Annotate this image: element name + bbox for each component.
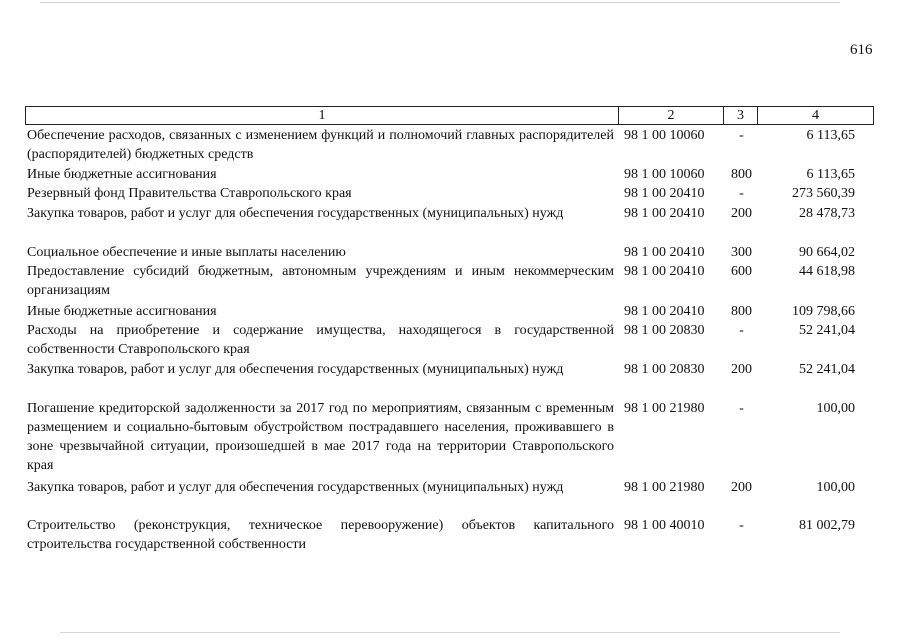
row-expense-type: - xyxy=(739,323,744,338)
row-expense-type: - xyxy=(739,128,744,143)
column-header-2: 2 xyxy=(619,107,724,125)
row-expense-type: - xyxy=(739,518,744,533)
row-code: 98 1 00 21980 xyxy=(624,480,705,495)
row-code: 98 1 00 20830 xyxy=(624,362,705,377)
column-header-4: 4 xyxy=(758,107,874,125)
row-amount: 6 113,65 xyxy=(806,167,855,182)
row-amount: 28 478,73 xyxy=(799,206,855,221)
scan-edge-top xyxy=(40,2,840,3)
row-code: 98 1 00 20830 xyxy=(624,323,705,338)
row-expense-type: 200 xyxy=(731,206,752,221)
row-amount: 109 798,66 xyxy=(792,304,855,319)
row-expense-type: - xyxy=(739,186,744,201)
row-expense-type: 800 xyxy=(731,167,752,182)
row-code: 98 1 00 40010 xyxy=(624,518,705,533)
row-expense-type: - xyxy=(739,401,744,416)
scan-edge-bottom xyxy=(60,632,840,633)
row-expense-type: 800 xyxy=(731,304,752,319)
row-code: 98 1 00 20410 xyxy=(624,186,705,201)
row-description: Резервный фонд Правительства Ставропольского края xyxy=(27,186,352,201)
row-code: 98 1 00 20410 xyxy=(624,245,705,260)
row-amount: 81 002,79 xyxy=(799,518,855,533)
row-amount: 44 618,98 xyxy=(799,264,855,279)
row-code: 98 1 00 20410 xyxy=(624,264,705,279)
row-code: 98 1 00 10060 xyxy=(624,128,705,143)
row-amount: 6 113,65 xyxy=(806,128,855,143)
row-code: 98 1 00 20410 xyxy=(624,304,705,319)
column-header-3: 3 xyxy=(724,107,758,125)
row-description: Погашение кредиторской задолженности за 2017 год по мероприятиям, связанным с временным размещением и социально-бытовым обустройством пострадавшего населения, проживавшего в зоне чрезвычайной ситуации, произошедшей в мае 2017 года на территории Ставропольского края xyxy=(27,401,614,473)
row-description: Расходы на приобретение и содержание имущества, находящегося в государственной собственности Ставропольского края xyxy=(27,323,614,357)
row-code: 98 1 00 10060 xyxy=(624,167,705,182)
row-code: 98 1 00 21980 xyxy=(624,401,705,416)
column-header-1: 1 xyxy=(26,107,619,125)
column-header-row xyxy=(26,107,874,125)
row-code: 98 1 00 20410 xyxy=(624,206,705,221)
row-expense-type: 600 xyxy=(731,264,752,279)
row-description: Иные бюджетные ассигнования xyxy=(27,304,217,319)
row-expense-type: 200 xyxy=(731,480,752,495)
row-description: Социальное обеспечение и иные выплаты населению xyxy=(27,245,346,260)
row-description: Иные бюджетные ассигнования xyxy=(27,167,217,182)
row-amount: 52 241,04 xyxy=(799,362,855,377)
row-amount: 90 664,02 xyxy=(799,245,855,260)
row-description: Строительство (реконструкция, техническое перевооружение) объектов капитального строительства государственной собственности xyxy=(27,518,614,552)
row-amount: 100,00 xyxy=(816,401,855,416)
row-description: Закупка товаров, работ и услуг для обеспечения государственных (муниципальных) нужд xyxy=(27,362,564,377)
row-expense-type: 300 xyxy=(731,245,752,260)
row-description: Закупка товаров, работ и услуг для обеспечения государственных (муниципальных) нужд xyxy=(27,480,564,495)
page-number: 616 xyxy=(850,42,873,58)
row-amount: 273 560,39 xyxy=(792,186,855,201)
row-description: Предоставление субсидий бюджетным, автономным учреждениям и иным некоммерческим организациям xyxy=(27,264,614,298)
row-expense-type: 200 xyxy=(731,362,752,377)
column-header-table xyxy=(25,106,874,125)
row-description: Обеспечение расходов, связанных с изменением функций и полномочий главных распорядителей (распорядителей) бюджетных средств xyxy=(27,128,614,162)
row-amount: 52 241,04 xyxy=(799,323,855,338)
row-description: Закупка товаров, работ и услуг для обеспечения государственных (муниципальных) нужд xyxy=(27,206,564,221)
row-amount: 100,00 xyxy=(816,480,855,495)
